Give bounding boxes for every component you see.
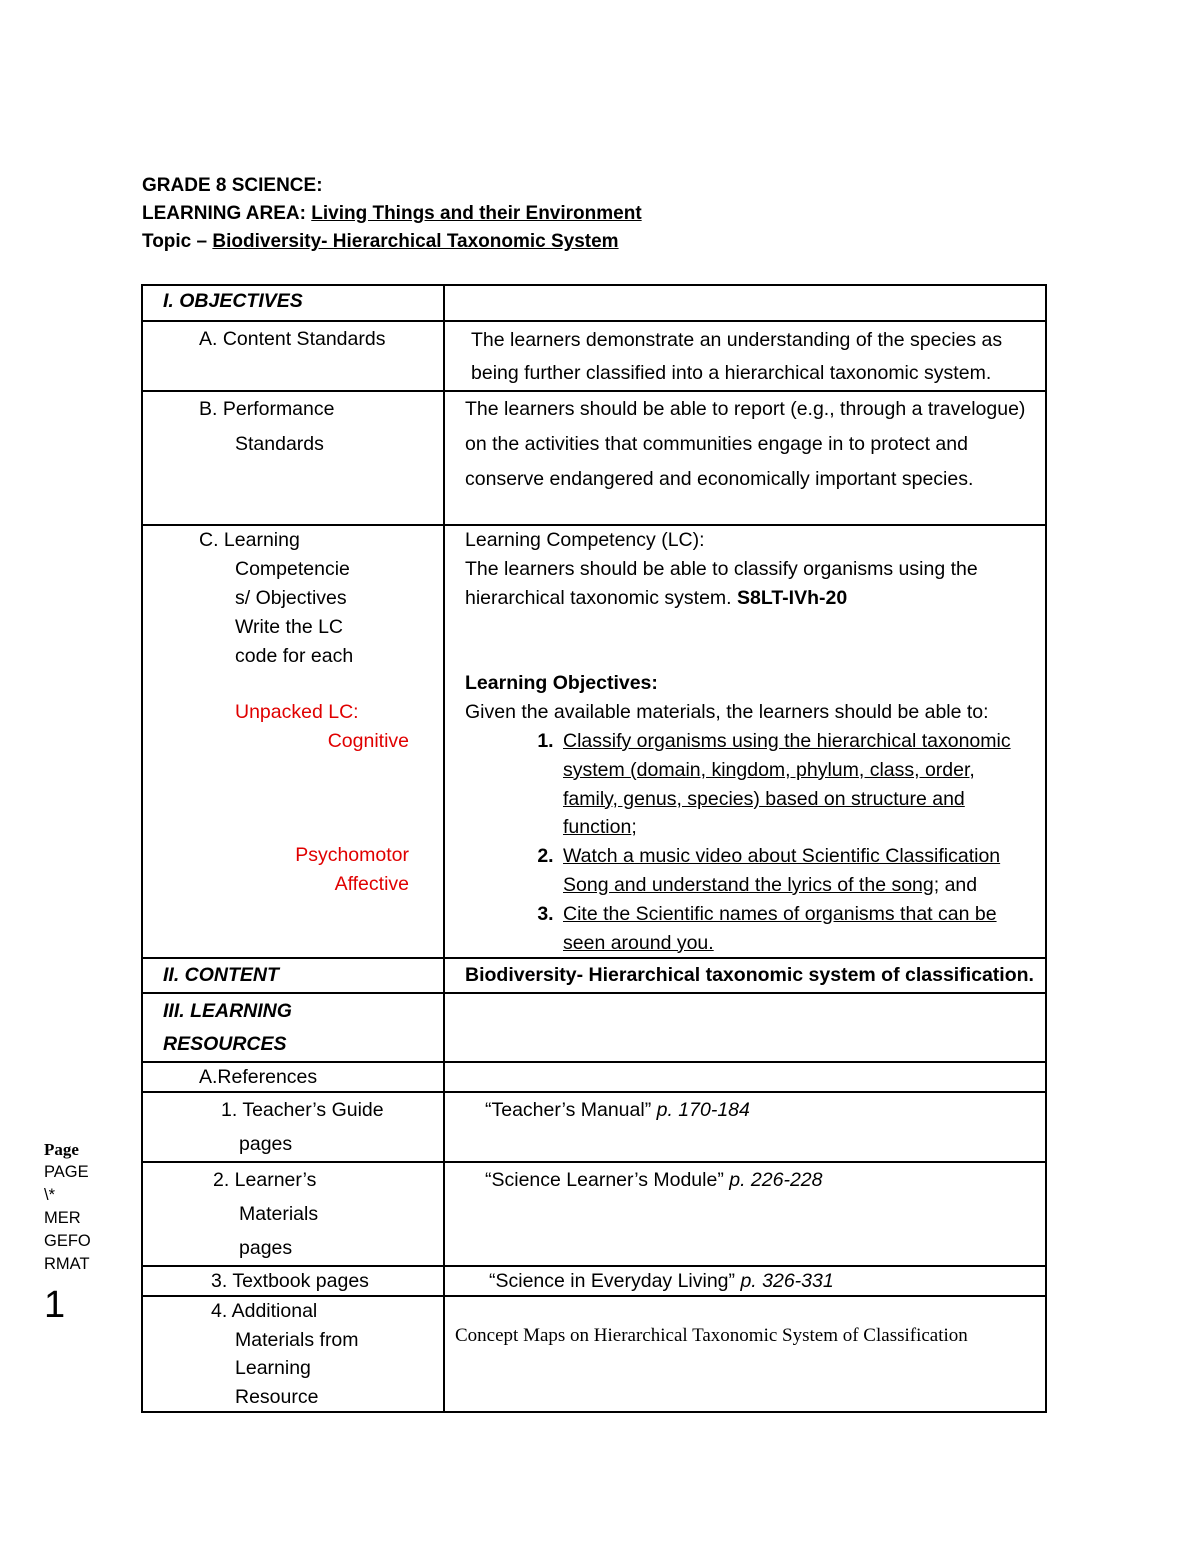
learners-materials-label-cont: Materials bbox=[239, 1203, 319, 1226]
lo-intro: Given the available materials, the learners should be able to: bbox=[465, 701, 989, 724]
table-row bbox=[142, 1266, 1046, 1296]
learners-materials-label-cont: pages bbox=[239, 1237, 293, 1260]
textbook-title: “Science in Everyday Living” bbox=[489, 1270, 741, 1293]
lc-code: S8LT-IVh-20 bbox=[737, 586, 848, 609]
page-field-code: \* bbox=[44, 1186, 56, 1204]
teachers-guide-title: “Teacher’s Manual” bbox=[485, 1099, 657, 1122]
cognitive-label: Cognitive bbox=[327, 730, 409, 752]
teachers-guide-label-cont: pages bbox=[239, 1133, 293, 1156]
page-footer bbox=[44, 1138, 114, 1328]
teachers-guide-pages: p. 170-184 bbox=[656, 1099, 750, 1122]
lesson-plan-table bbox=[141, 284, 1047, 1413]
list-item: 3. Cite the Scientific names of organisms that can be seen around you. bbox=[559, 900, 1035, 958]
table-row bbox=[142, 1296, 1046, 1412]
table-row bbox=[142, 958, 1046, 993]
additional-materials-label-cont: Resource bbox=[235, 1385, 319, 1408]
page-field-code: PAGE bbox=[44, 1163, 89, 1181]
resources-heading-cont: RESOURCES bbox=[163, 1033, 287, 1056]
learners-module-title: “Science Learner’s Module” bbox=[485, 1169, 730, 1192]
performance-standards-text: The learners should be able to report (e.g., through a travelogue) on the activities that communities engage in to protect and conserve endangered and economically important species. bbox=[465, 398, 1026, 490]
content-standards-text: The learners demonstrate an understanding of the species as being further classified into a hierarchical taxonomic system. bbox=[471, 329, 1003, 384]
additional-materials-label-cont: Learning bbox=[235, 1357, 311, 1380]
topic-heading: Topic – Biodiversity- Hierarchical Taxonomic System bbox=[142, 231, 619, 252]
competencies-label-line: Competencie bbox=[235, 558, 350, 580]
psychomotor-label: Psychomotor bbox=[295, 844, 409, 866]
lc-heading: Learning Competency (LC): bbox=[465, 529, 705, 551]
table-row bbox=[142, 525, 1046, 958]
performance-label-cont: Standards bbox=[235, 433, 324, 455]
grade-heading: GRADE 8 SCIENCE: bbox=[142, 175, 323, 196]
additional-materials-label-cont: Materials from bbox=[235, 1328, 359, 1351]
table-row bbox=[142, 993, 1046, 1062]
objectives-list bbox=[465, 727, 1035, 957]
content-standards-label: A. Content Standards bbox=[199, 328, 386, 350]
list-item: 1. Classify organisms using the hierarchical taxonomic system (domain, kingdom, phylum, class, order, family, genus, species) based on structure and function; bbox=[559, 727, 1035, 842]
page-field-code: MER bbox=[44, 1209, 81, 1227]
page-field-code: RMAT bbox=[44, 1255, 90, 1273]
learning-area-heading: LEARNING AREA: Living Things and their Environment bbox=[142, 203, 642, 224]
textbook-label: 3. Textbook pages bbox=[211, 1270, 369, 1293]
table-row bbox=[142, 1162, 1046, 1266]
performance-label: B. Performance bbox=[199, 398, 335, 420]
competencies-label-line: s/ Objectives bbox=[235, 587, 347, 609]
learning-area-value: Living Things and their Environment bbox=[311, 203, 642, 224]
table-row bbox=[142, 285, 1046, 321]
affective-label: Affective bbox=[334, 873, 409, 895]
lo-heading: Learning Objectives: bbox=[465, 672, 658, 695]
table-row bbox=[142, 321, 1046, 391]
references-label: A.References bbox=[199, 1066, 318, 1089]
table-row bbox=[142, 1062, 1046, 1092]
content-heading: II. CONTENT bbox=[163, 964, 279, 987]
table-row bbox=[142, 391, 1046, 525]
competencies-label-line: code for each bbox=[235, 645, 354, 667]
page-label: Page bbox=[44, 1140, 79, 1159]
additional-materials-label: 4. Additional bbox=[211, 1300, 318, 1323]
unpacked-lc-label: Unpacked LC: bbox=[235, 701, 359, 723]
content-text: Biodiversity- Hierarchical taxonomic system of classification. bbox=[465, 964, 1034, 987]
page-field-code: GEFO bbox=[44, 1232, 91, 1250]
topic-value: Biodiversity- Hierarchical Taxonomic System bbox=[212, 231, 619, 252]
textbook-pages: p. 326-331 bbox=[740, 1270, 834, 1293]
competencies-label-line: Write the LC bbox=[235, 616, 344, 638]
lc-text: The learners should be able to classify organisms using the hierarchical taxonomic system. S8LT-IVh-20 bbox=[465, 557, 978, 609]
teachers-guide-label: 1. Teacher’s Guide bbox=[221, 1099, 384, 1122]
learners-materials-label: 2. Learner’s bbox=[213, 1169, 317, 1192]
resources-heading: III. LEARNING bbox=[163, 1000, 292, 1023]
learners-module-pages: p. 226-228 bbox=[729, 1169, 823, 1192]
list-item: 2. Watch a music video about Scientific Classification Song and understand the lyrics of the song; and bbox=[559, 842, 1035, 900]
additional-materials-text: Concept Maps on Hierarchical Taxonomic System of Classification bbox=[455, 1325, 968, 1347]
objectives-heading: I. OBJECTIVES bbox=[163, 290, 303, 312]
page-number: 1 bbox=[44, 1284, 66, 1326]
competencies-label: C. Learning bbox=[199, 529, 300, 551]
table-row bbox=[142, 1092, 1046, 1162]
